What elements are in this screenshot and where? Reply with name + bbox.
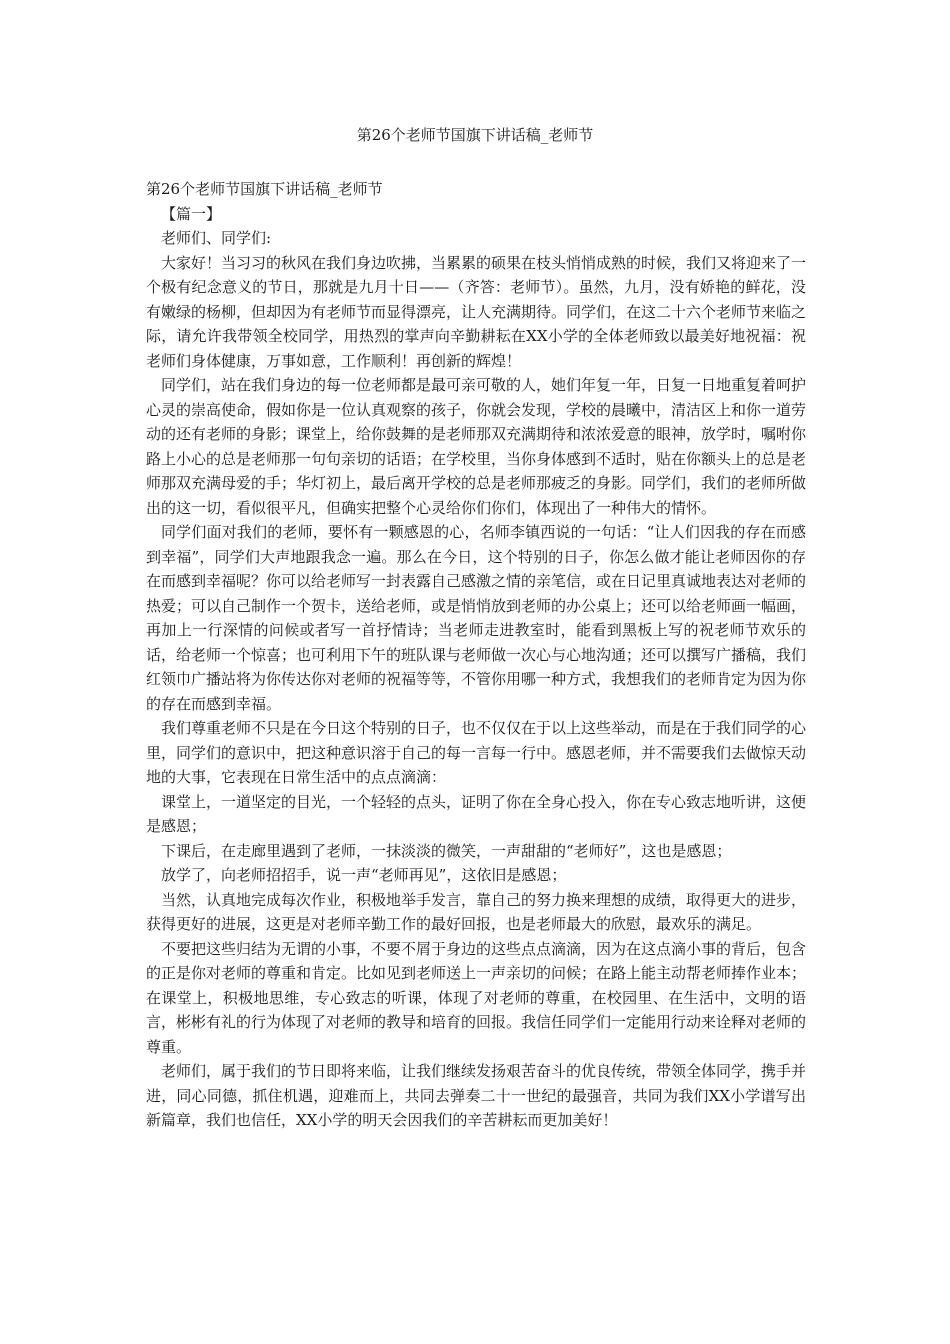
salutation: 老师们、同学们: — [161, 229, 272, 247]
document-body — [146, 177, 806, 1133]
paragraph: 下课后，在走廊里遇到了老师，一抹淡淡的微笑，一声甜甜的“老师好”，这也是感恩； — [161, 841, 732, 860]
paragraph: 课堂上，一道坚定的目光，一个轻轻的点头，证明了你在全身心投入，你在专心致志地听讲，这便是感恩； — [146, 792, 807, 835]
section-label: 【篇一】 — [161, 204, 222, 223]
paragraph: 当然，认真地完成每次作业，积极地举手发言，靠自己的努力换来理想的成绩，取得更大的进步，获得更好的进展，这更是对老师辛勤工作的最好回报，也是老师最大的欣慰，最欢乐的满足。 — [146, 890, 807, 933]
page-title: 第26个老师节国旗下讲话稿_老师节 — [356, 126, 594, 144]
paragraph: 同学们面对我们的老师，要怀有一颗感恩的心，名师李镇西说的一句话：“让人们因我的存在而感到幸福”，同学们大声地跟我念一遍。那么在今日，这个特别的日子，你怎么做才能让老师因你的存在而感到幸福呢？你可以给老师写一封表露自己感激之情的亲笔信，或在日记里真诚地表达对老师的热爱；可以自己制作一个贺卡，送给老师，或是悄悄放到老师的办公桌上；还可以给老师画一幅画，再加上一行深情的问候或者写一首抒情诗；当老师走进教室时，能看到黑板上写的祝老师节欢乐的话，给老师一个惊喜；也可利用下午的班队课与老师做一次心与心地沟通；还可以撰写广播稿，我们红领巾广播站将为你传达你对老师的祝福等等，不管你用哪一种方式，我想我们的老师肯定为因为你的存在而感到幸福。 — [146, 523, 807, 713]
paragraph: 我们尊重老师不只是在今日这个特别的日子，也不仅仅在于以上这些举动，而是在于我们同学的心里，同学们的意识中，把这种意识溶于自己的每一言每一行中。感恩老师，并不需要我们去做惊天动地的大事，它表现在日常生活中的点点滴滴： — [146, 719, 807, 786]
paragraph: 大家好！当习习的秋风在我们身边吹拂，当累累的硕果在枝头悄悄成熟的时候，我们又将迎来了一个极有纪念意义的节日，那就是九月十日——（齐答：老师节）。虽然，九月，没有娇艳的鲜花，没有嫩绿的杨柳，但却因为有老师节而显得漂亮，让人充满期待。同学们，在这二十六个老师节来临之际，请允许我带领全校同学，用热烈的掌声向辛勤耕耘在XX小学的全体老师致以最美好地祝福：祝老师们身体健康，万事如意，工作顺利！再创新的辉煌！ — [146, 253, 807, 370]
document-heading: 第26个老师节国旗下讲话稿_老师节 — [146, 180, 383, 198]
paragraph: 同学们，站在我们身边的每一位老师都是最可亲可敬的人，她们年复一年，日复一日地重复着呵护心灵的崇高使命，假如你是一位认真观察的孩子，你就会发现，学校的晨曦中，清洁区上和你一道劳动的还有老师的身影；课堂上，给你鼓舞的是老师那双充满期待和浓浓爱意的眼神，放学时，嘱咐你路上小心的总是老师那一句句亲切的话语；在学校里，当你身体感到不适时，贴在你额头上的总是老师那双充满母爱的手；华灯初上，最后离开学校的总是老师那疲乏的身影。同学们，我们的老师所做出的这一切，看似很平凡，但确实把整个心灵给你们你们，体现出了一种伟大的情怀。 — [146, 376, 807, 517]
paragraph: 放学了，向老师招招手，说一声“老师再见”，这依旧是感恩； — [161, 866, 567, 884]
paragraph: 不要把这些归结为无谓的小事，不要不屑于身边的这些点点滴滴，因为在这点滴小事的背后，包含的正是你对老师的尊重和肯定。比如见到老师送上一声亲切的问候；在路上能主动帮老师捧作业本；在课堂上，积极地思维，专心致志的听课，体现了对老师的尊重，在校园里、在生活中，文明的语言，彬彬有礼的行为体现了对老师的教导和培育的回报。我信任同学们一定能用行动来诠释对老师的尊重。 — [146, 939, 807, 1056]
paragraph: 老师们，属于我们的节日即将来临，让我们继续发扬艰苦奋斗的优良传统，带领全体同学，携手并进，同心同德，抓住机遇，迎难而上，共同去弹奏二十一世纪的最强音，共同为我们XX小学谱写出新篇章，我们也信任，XX小学的明天会因我们的辛苦耕耘而更加美好！ — [146, 1062, 807, 1129]
